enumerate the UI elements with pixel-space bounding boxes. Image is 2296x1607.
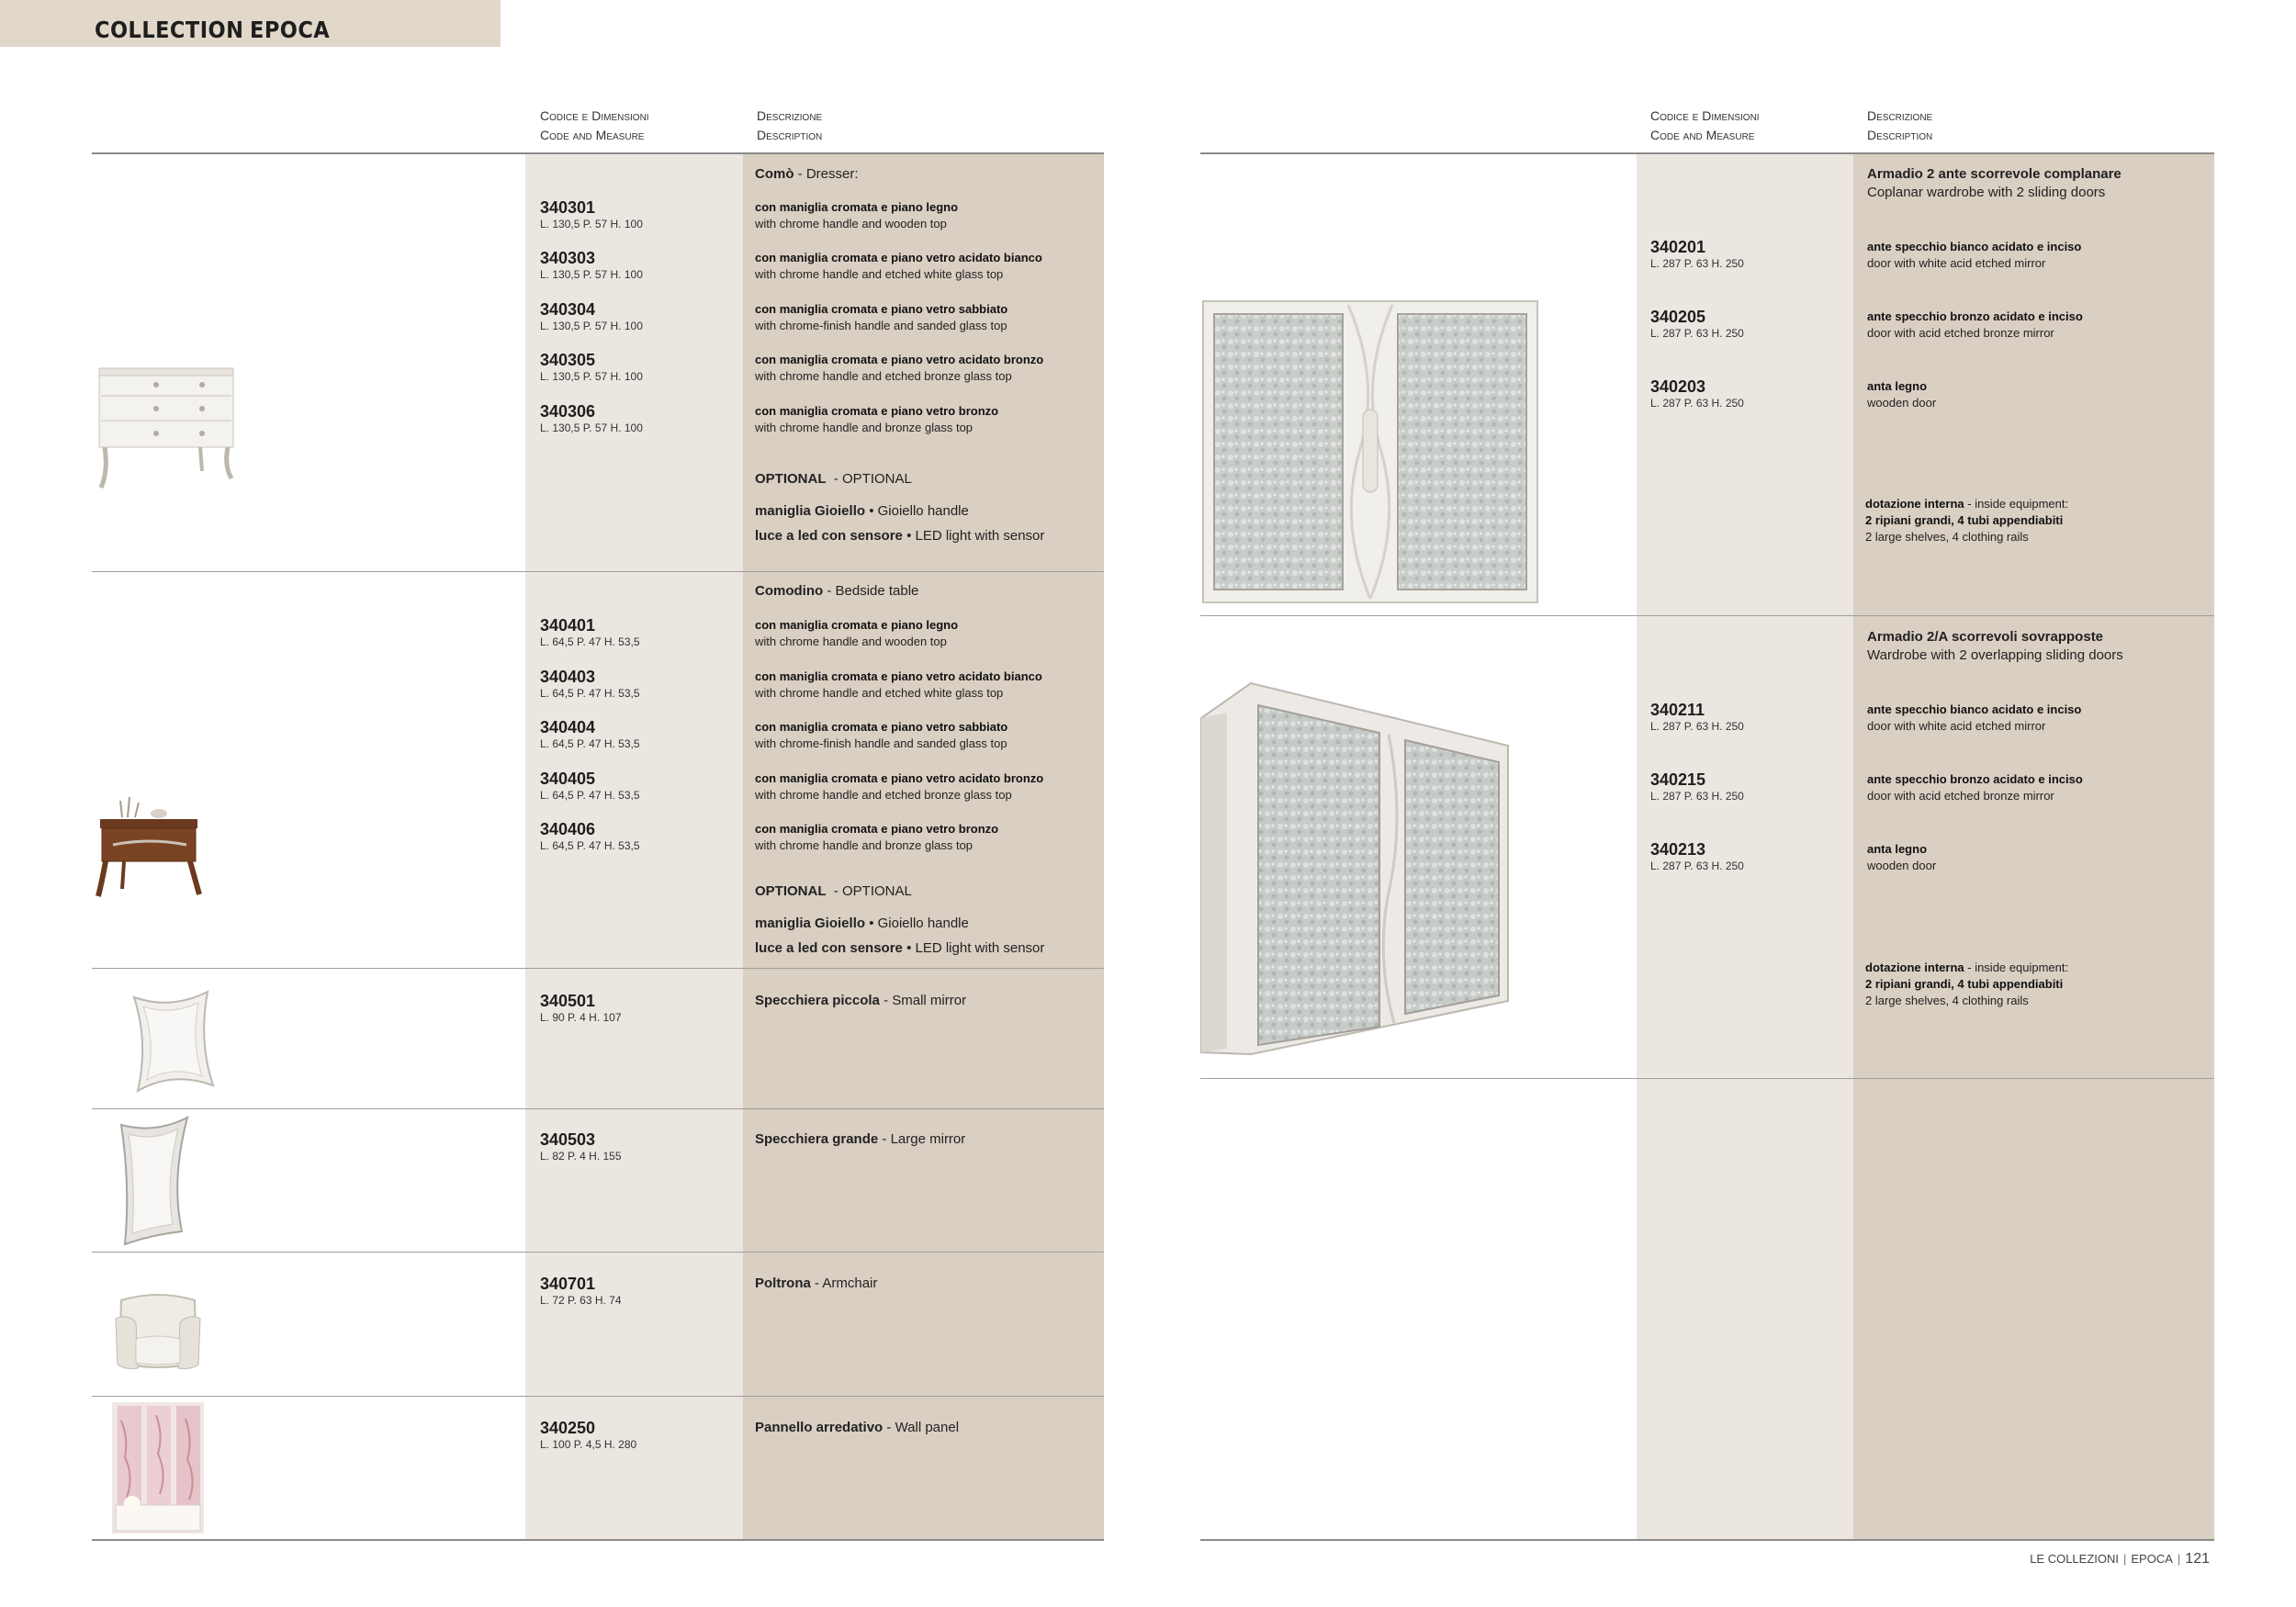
optional-label: OPTIONAL - OPTIONAL	[755, 471, 912, 487]
product-entry: 340203 L. 287 P. 63 H. 250	[1650, 377, 1744, 410]
product-description: ante specchio bronzo acidato e inciso door with acid etched bronze mirror	[1867, 772, 2083, 803]
product-entry: 340305 L. 130,5 P. 57 H. 100	[540, 351, 643, 383]
product-entry: 340503 L. 82 P. 4 H. 155	[540, 1130, 622, 1163]
right-desc-header: Descrizione Description	[1867, 108, 1933, 142]
row-divider	[1200, 1078, 2214, 1079]
right-bottom-rule	[1200, 1539, 2214, 1541]
footer-label: LE COLLEZIONI	[2030, 1552, 2119, 1566]
comodino-title: Comodino - Bedside table	[755, 583, 919, 599]
product-entry: 340406 L. 64,5 P. 47 H. 53,5	[540, 820, 640, 852]
product-entry: 340701 L. 72 P. 63 H. 74	[540, 1275, 622, 1307]
product-description: con maniglia cromata e piano vetro sabbiato with chrome-finish handle and sanded glass top	[755, 302, 1008, 332]
wardrobe1-title: Armadio 2 ante scorrevole complanare Coplanar wardrobe with 2 sliding doors	[1867, 166, 2122, 200]
bedside-table-image	[95, 797, 205, 900]
left-desc-header: Descrizione Description	[757, 108, 823, 142]
left-header-rule	[92, 152, 1104, 154]
product-description: Specchiera piccola - Small mirror	[755, 993, 967, 1008]
wardrobe2-title: Armadio 2/A scorrevoli sovrapposte Wardrobe with 2 overlapping sliding doors	[1867, 629, 2123, 663]
product-description: con maniglia cromata e piano vetro sabbiato with chrome-finish handle and sanded glass top	[755, 720, 1008, 750]
product-description: Specchiera grande - Large mirror	[755, 1131, 966, 1147]
row-divider	[1200, 615, 2214, 616]
product-description: Pannello arredativo - Wall panel	[755, 1420, 960, 1435]
product-entry: 340211 L. 287 P. 63 H. 250	[1650, 701, 1744, 733]
row-divider	[92, 968, 1104, 969]
product-entry: 340501 L. 90 P. 4 H. 107	[540, 992, 622, 1024]
product-description: anta legno wooden door	[1867, 842, 1937, 872]
dresser-image	[92, 363, 239, 496]
product-entry: 340301 L. 130,5 P. 57 H. 100	[540, 198, 643, 230]
product-entry: 340205 L. 287 P. 63 H. 250	[1650, 308, 1744, 340]
product-description: Poltrona - Armchair	[755, 1275, 878, 1291]
como-title: Comò - Dresser:	[755, 166, 859, 182]
left-code-header: Codice e Dimensioni Code and Measure	[540, 108, 649, 142]
product-description: ante specchio bianco acidato e inciso door with white acid etched mirror	[1867, 240, 2082, 270]
optional-led: luce a led con sensore • LED light with sensor	[755, 940, 1045, 956]
coplanar-wardrobe-image	[1201, 299, 1539, 604]
header-collection-name: EPOCA	[250, 17, 331, 43]
overlapping-wardrobe-image	[1199, 681, 1512, 1060]
product-entry: 340303 L. 130,5 P. 57 H. 100	[540, 249, 643, 281]
row-divider	[92, 1252, 1104, 1253]
optional-handle: maniglia Gioiello • Gioiello handle	[755, 916, 969, 931]
product-description: con maniglia cromata e piano vetro acidato bianco with chrome handle and etched white glass top	[755, 251, 1042, 281]
left-bottom-rule	[92, 1539, 1104, 1541]
row-divider	[92, 571, 1104, 572]
page-footer: LE COLLEZIONI | EPOCA | 121	[2030, 1551, 2210, 1567]
small-mirror-image	[129, 990, 216, 1093]
optional-led: luce a led con sensore • LED light with sensor	[755, 528, 1045, 544]
optional-label: OPTIONAL - OPTIONAL	[755, 883, 912, 899]
product-description: ante specchio bianco acidato e inciso door with white acid etched mirror	[1867, 702, 2082, 733]
product-entry: 340201 L. 287 P. 63 H. 250	[1650, 238, 1744, 270]
wall-panel-image	[112, 1402, 204, 1534]
product-entry: 340213 L. 287 P. 63 H. 250	[1650, 840, 1744, 872]
row-divider	[92, 1108, 1104, 1109]
product-entry: 340304 L. 130,5 P. 57 H. 100	[540, 300, 643, 332]
product-description: con maniglia cromata e piano legno with chrome handle and wooden top	[755, 618, 959, 648]
product-description: con maniglia cromata e piano vetro acidato bianco with chrome handle and etched white glass top	[755, 669, 1042, 700]
product-entry: 340250 L. 100 P. 4,5 H. 280	[540, 1419, 637, 1451]
row-divider	[92, 1396, 1104, 1397]
inside-equipment: dotazione interna - inside equipment: 2 ripiani grandi, 4 tubi appendiabiti 2 large shelves, 4 clothing rails	[1865, 961, 2069, 1007]
product-description: con maniglia cromata e piano legno with chrome handle and wooden top	[755, 200, 959, 230]
product-entry: 340306 L. 130,5 P. 57 H. 100	[540, 402, 643, 434]
inside-equipment: dotazione interna - inside equipment: 2 ripiani grandi, 4 tubi appendiabiti 2 large shelves, 4 clothing rails	[1865, 497, 2069, 544]
product-entry: 340404 L. 64,5 P. 47 H. 53,5	[540, 718, 640, 750]
footer-collection: EPOCA	[2131, 1552, 2173, 1566]
product-description: con maniglia cromata e piano vetro bronzo with chrome handle and bronze glass top	[755, 404, 999, 434]
header-collection: COLLECTION	[95, 17, 244, 43]
right-header-rule	[1200, 152, 2214, 154]
product-entry: 340401 L. 64,5 P. 47 H. 53,5	[540, 616, 640, 648]
product-description: con maniglia cromata e piano vetro bronzo with chrome handle and bronze glass top	[755, 822, 999, 852]
large-mirror-image	[118, 1116, 191, 1246]
optional-handle: maniglia Gioiello • Gioiello handle	[755, 503, 969, 519]
product-description: con maniglia cromata e piano vetro acidato bronzo with chrome handle and etched bronze glass top	[755, 771, 1044, 802]
product-entry: 340403 L. 64,5 P. 47 H. 53,5	[540, 668, 640, 700]
armchair-image	[112, 1286, 204, 1377]
product-description: con maniglia cromata e piano vetro acidato bronzo with chrome handle and etched bronze glass top	[755, 353, 1044, 383]
page-number: 121	[2185, 1551, 2210, 1567]
product-entry: 340215 L. 287 P. 63 H. 250	[1650, 770, 1744, 803]
product-entry: 340405 L. 64,5 P. 47 H. 53,5	[540, 770, 640, 802]
right-code-header: Codice e Dimensioni Code and Measure	[1650, 108, 1760, 142]
product-description: anta legno wooden door	[1867, 379, 1937, 410]
product-description: ante specchio bronzo acidato e inciso door with acid etched bronze mirror	[1867, 309, 2083, 340]
